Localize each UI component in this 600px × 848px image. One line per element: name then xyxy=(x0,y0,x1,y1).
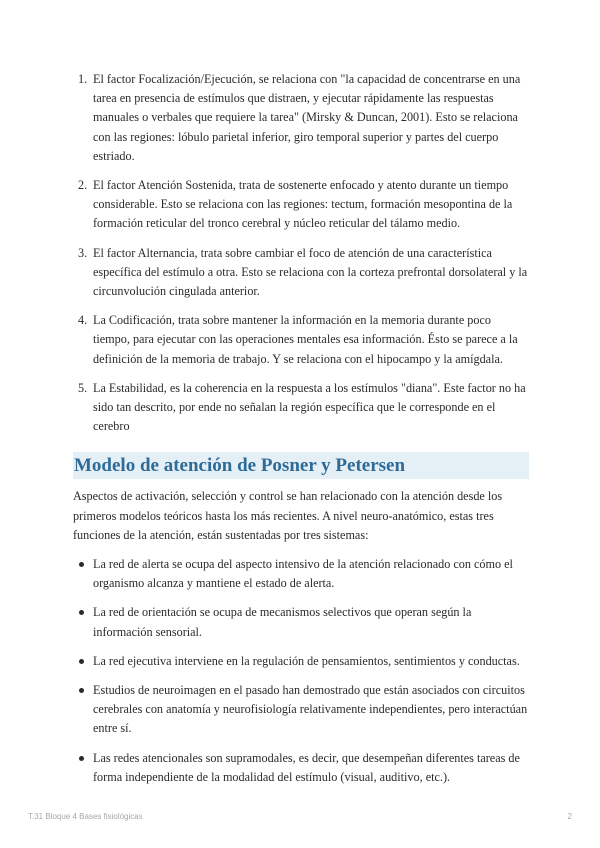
bullet-list xyxy=(73,555,529,787)
bullet-dot-icon xyxy=(79,659,84,664)
bullet-dot-icon xyxy=(79,610,84,615)
bullet-dot-icon xyxy=(79,562,84,567)
list-item xyxy=(73,176,529,234)
section-heading: Modelo de atención de Posner y Petersen xyxy=(73,452,529,479)
numbered-list xyxy=(73,70,529,436)
list-item-text: El factor Atención Sostenida, trata de sostenerte enfocado y atento durante un tiempo considerable. Esto se relaciona con las regiones: tectum, formación mesopontina de la formación reticular del tronco cerebral y núcleo reticular del tálamo medio. xyxy=(93,178,513,231)
bullet-item-text: La red de orientación se ocupa de mecanismos selectivos que operan según la información sensorial. xyxy=(93,605,472,639)
list-item xyxy=(73,379,529,437)
bullet-dot-icon xyxy=(79,756,84,761)
list-item-text: El factor Alternancia, trata sobre cambiar el foco de atención de una característica específica del estímulo a otra. Esto se relaciona con la corteza prefrontal dorsolateral y la circunvolución cingulada anterior. xyxy=(93,245,528,299)
section-intro-paragraph: Aspectos de activación, selección y control se han relacionado con la atención desde los primeros modelos teóricos hasta los más recientes. A nivel neuro-anatómico, estas tres funciones de la atención, están sustentadas por tres sistemas: xyxy=(73,489,503,542)
bullet-item xyxy=(73,603,529,641)
list-item xyxy=(73,311,529,369)
list-item xyxy=(73,70,529,166)
footer-page-number: 2 xyxy=(567,812,572,821)
bullet-item-text: Estudios de neuroimagen en el pasado han demostrado que están asociados con circuitos cerebrales con anatomía y neurofisiología relativamente independientes, pero interactúan entre sí. xyxy=(93,683,528,736)
list-item-text: El factor Focalización/Ejecución, se relaciona con "la capacidad de concentrarse en una tarea en presencia de estímulos que distraen, y ejecutar rápidamente las respuestas manuales o verbales que requiere la tarea" (Mirsky & Duncan, 2001). Esto se relaciona con las regiones: lóbulo parietal inferior, giro temporal superior y partes del cuerpo estriado. xyxy=(93,72,521,163)
bullet-item xyxy=(73,652,529,671)
list-item xyxy=(73,244,529,302)
bullet-item xyxy=(73,749,529,787)
bullet-dot-icon xyxy=(79,688,84,693)
list-item-text: La Estabilidad, es la coherencia en la respuesta a los estímulos "diana". Este factor no ha sido tan descrito, por ende no señalan la región específica que le corresponde en el cerebro xyxy=(93,380,526,434)
bullet-item-text: Las redes atencionales son supramodales, es decir, que desempeñan diferentes tareas de forma independiente de la modalidad del estímulo (visual, auditivo, etc.). xyxy=(93,750,520,784)
document-content xyxy=(73,70,529,797)
list-item-number: 5. xyxy=(78,380,88,395)
list-item-number: 1. xyxy=(78,72,88,86)
bullet-item xyxy=(73,555,529,593)
list-item-text: La Codificación, trata sobre mantener la información en la memoria durante poco tiempo, para ejecutar con las operaciones mentales esa información. Ésto se parece a la definición de la memoria de trabajo. Y se relaciona con el hipocampo y la amígdala. xyxy=(93,313,518,366)
footer-document-title: T.31 Bloque 4 Bases fisiológicas xyxy=(28,812,143,821)
bullet-item xyxy=(73,681,529,739)
list-item-number: 4. xyxy=(78,313,88,328)
list-item-number: 3. xyxy=(78,245,88,260)
list-item-number: 2. xyxy=(78,178,88,193)
bullet-item-text: La red ejecutiva interviene en la regulación de pensamientos, sentimientos y conductas. xyxy=(93,653,520,668)
bullet-item-text: La red de alerta se ocupa del aspecto intensivo de la atención relacionado con cómo el organismo alcanza y mantiene el estado de alerta. xyxy=(93,557,513,591)
